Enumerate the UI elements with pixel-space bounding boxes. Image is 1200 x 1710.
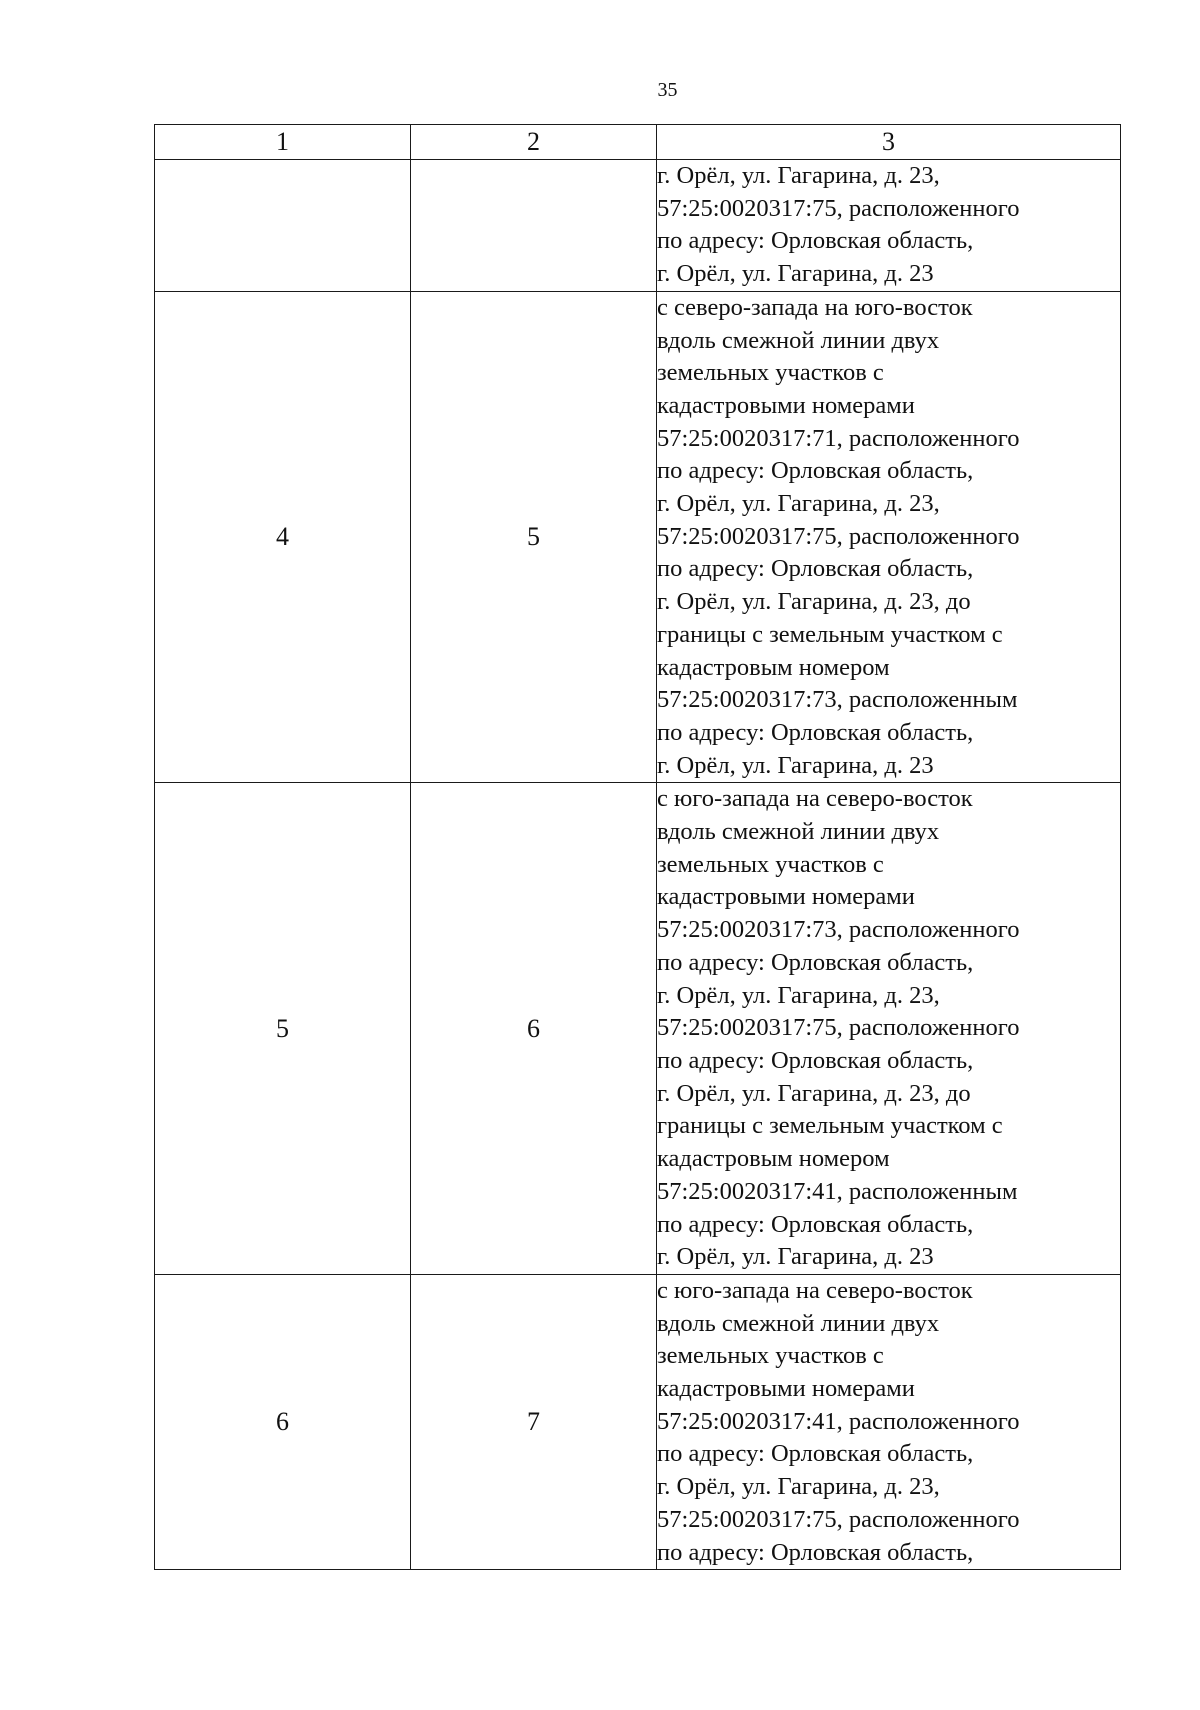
column-header-1: 1 [155,125,411,160]
description-line: кадастровыми номерами [657,1375,915,1403]
description-line: по адресу: Орловская область, [657,555,974,583]
description-line: по адресу: Орловская область, [657,227,974,255]
table-row [155,783,1121,1275]
description-line: кадастровыми номерами [657,391,915,419]
description-line: земельных участков с [657,1342,884,1370]
table-body [155,160,1121,1570]
description-line: г. Орёл, ул. Гагарина, д. 23, [657,490,940,518]
description-line: 57:25:0020317:75, расположенного [657,1505,1020,1533]
description-line: г. Орёл, ул. Гагарина, д. 23, [657,1473,940,1501]
description-line: вдоль смежной линии двух [657,326,940,354]
description-line: границы с земельным участком с [657,620,1003,648]
description-line: с юго-запада на северо-восток [657,785,973,813]
description-line: 57:25:0020317:75, расположенного [657,522,1020,550]
page-number: 35 [657,79,678,101]
description-line: кадастровым номером [657,1145,890,1173]
description-line: по адресу: Орловская область, [657,1440,974,1468]
boundary-description-table [154,124,1121,1570]
description-line: с юго-запада на северо-восток [657,1276,973,1304]
description-line: г. Орёл, ул. Гагарина, д. 23 [657,260,934,288]
description-line: г. Орёл, ул. Гагарина, д. 23, до [657,1079,971,1107]
description-line: по адресу: Орловская область, [657,1210,974,1238]
description-line: по адресу: Орловская область, [657,718,974,746]
end-point-cell: 6 [411,783,657,1275]
start-point-cell: 6 [155,1274,411,1569]
description-line: г. Орёл, ул. Гагарина, д. 23, до [657,588,971,616]
start-point-cell: 4 [155,291,411,783]
table-row [155,291,1121,783]
description-line: г. Орёл, ул. Гагарина, д. 23, [657,162,940,189]
description-line: г. Орёл, ул. Гагарина, д. 23 [657,1243,934,1271]
column-header-3: 3 [657,125,1121,160]
description-line: по адресу: Орловская область, [657,1538,974,1566]
description-line: г. Орёл, ул. Гагарина, д. 23, [657,981,940,1009]
description-line: 57:25:0020317:73, расположенного [657,916,1020,944]
end-point-cell [411,160,657,292]
description-line: 57:25:0020317:41, расположенного [657,1407,1020,1435]
description-line: по адресу: Орловская область, [657,457,974,485]
boundary-description-cell [657,160,1121,292]
table-header-row [155,125,1121,160]
description-line: 57:25:0020317:75, расположенного [657,194,1020,222]
boundary-description-cell [657,783,1121,1275]
description-line: 57:25:0020317:41, расположенным [657,1177,1018,1205]
column-header-2: 2 [411,125,657,160]
boundary-description-cell [657,291,1121,783]
description-line: 57:25:0020317:75, расположенного [657,1014,1020,1042]
end-point-cell: 7 [411,1274,657,1569]
description-line: границы с земельным участком с [657,1112,1003,1140]
description-line: с северо-запада на юго-восток [657,293,973,321]
description-line: г. Орёл, ул. Гагарина, д. 23 [657,751,934,779]
description-line: вдоль смежной линии двух [657,818,940,846]
description-line: земельных участков с [657,850,884,878]
table-row [155,1274,1121,1569]
description-line: земельных участков с [657,359,884,387]
description-line: по адресу: Орловская область, [657,1046,974,1074]
table-row [155,160,1121,292]
description-line: по адресу: Орловская область, [657,948,974,976]
description-line: 57:25:0020317:71, расположенного [657,424,1020,452]
start-point-cell: 5 [155,783,411,1275]
description-line: вдоль смежной линии двух [657,1309,940,1337]
description-line: кадастровым номером [657,653,890,681]
boundary-description-cell [657,1274,1121,1569]
description-line: 57:25:0020317:73, расположенным [657,686,1018,714]
end-point-cell: 5 [411,291,657,783]
start-point-cell [155,160,411,292]
description-line: кадастровыми номерами [657,883,915,911]
